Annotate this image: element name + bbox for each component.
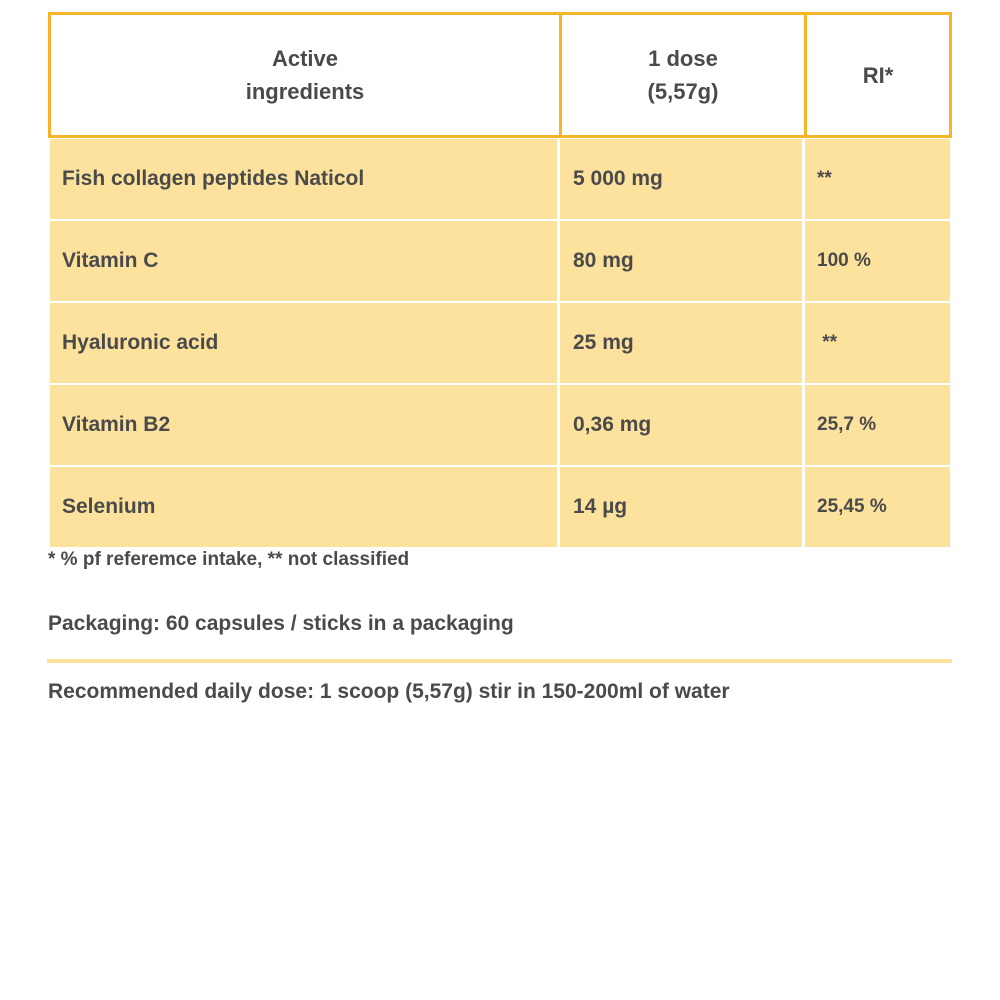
dose-cell: 80 mg: [560, 221, 802, 301]
recommended-dose-text: Recommended daily dose: 1 scoop (5,57g) stir in 150-200ml of water: [48, 680, 730, 703]
table-row: [50, 221, 952, 301]
packaging-text: Packaging: 60 capsules / sticks in a packaging: [48, 612, 514, 635]
dose-cell: 25 mg: [560, 303, 802, 383]
ingredient-cell: Vitamin B2: [50, 385, 557, 465]
divider: [47, 659, 952, 663]
table-row: [50, 303, 952, 383]
header-dose: 1 dose (5,57g): [559, 15, 804, 135]
ri-cell: 25,7 %: [805, 385, 950, 465]
dose-cell: 14 µg: [560, 467, 802, 547]
header-ri: RI*: [804, 15, 949, 135]
ri-cell: **: [805, 139, 950, 219]
ingredients-table: [48, 12, 952, 549]
table-header: [48, 12, 952, 138]
table-row: [50, 385, 952, 465]
table-row: [50, 467, 952, 547]
ri-cell: **: [805, 303, 950, 383]
table-body: [50, 139, 952, 547]
ri-cell: 100 %: [805, 221, 950, 301]
ingredient-cell: Selenium: [50, 467, 557, 547]
ingredient-cell: Fish collagen peptides Naticol: [50, 139, 557, 219]
ri-cell: 25,45 %: [805, 467, 950, 547]
table-row: [50, 139, 952, 219]
ingredient-cell: Hyaluronic acid: [50, 303, 557, 383]
ingredient-cell: Vitamin C: [50, 221, 557, 301]
dose-cell: 0,36 mg: [560, 385, 802, 465]
footnote: * % pf referemce intake, ** not classified: [48, 549, 410, 570]
dose-cell: 5 000 mg: [560, 139, 802, 219]
header-active-ingredients: Active ingredients: [245, 46, 365, 104]
